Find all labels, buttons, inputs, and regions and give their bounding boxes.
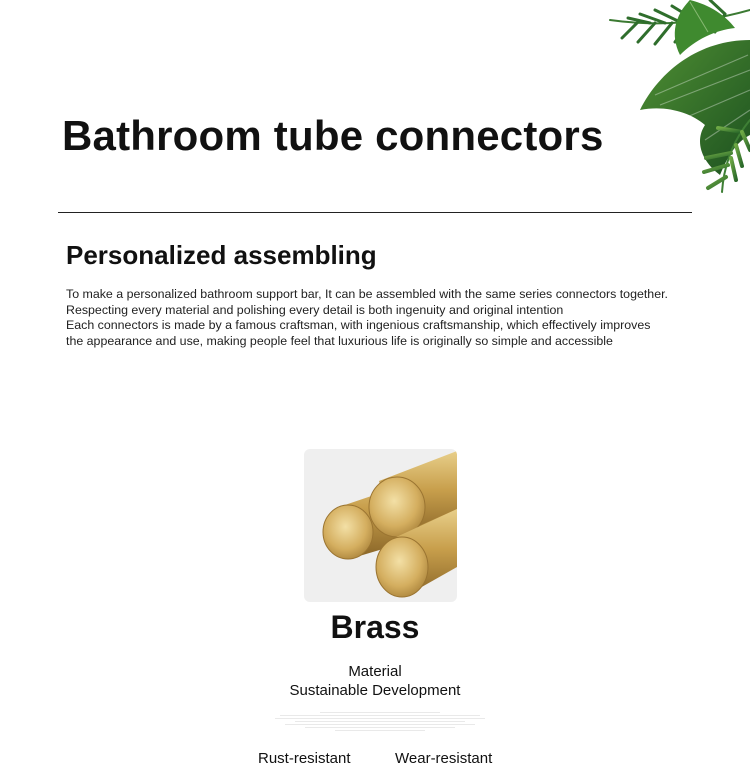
section-description (66, 287, 706, 349)
feature-wear-resistant: Wear-resistant (395, 750, 493, 767)
brass-rods-image (304, 449, 457, 602)
material-caption-line: Material (348, 663, 402, 680)
page-title: Bathroom tube connectors (62, 112, 604, 159)
feature-list (0, 750, 750, 770)
description-line: To make a personalized bathroom support bar, It can be assembled with the same series connectors together. (66, 287, 668, 301)
faint-fine-print (275, 712, 485, 736)
description-line: the appearance and use, making people feel that luxurious life is originally so simple and accessible (66, 333, 613, 348)
tropical-leaves-decoration (490, 0, 750, 200)
material-caption-line: Sustainable Development (289, 682, 461, 699)
material-caption (0, 662, 750, 700)
material-name: Brass (330, 609, 420, 645)
description-line: Respecting every material and polishing every detail is both ingenuity and original intention (66, 302, 564, 317)
feature-rust-resistant: Rust-resistant (258, 750, 351, 767)
description-line: Each connectors is made by a famous craftsman, with ingenious craftsmanship, which effectively improves (66, 318, 651, 332)
material-image-tile (304, 449, 457, 602)
title-divider (58, 212, 692, 213)
section-heading: Personalized assembling (66, 240, 377, 270)
